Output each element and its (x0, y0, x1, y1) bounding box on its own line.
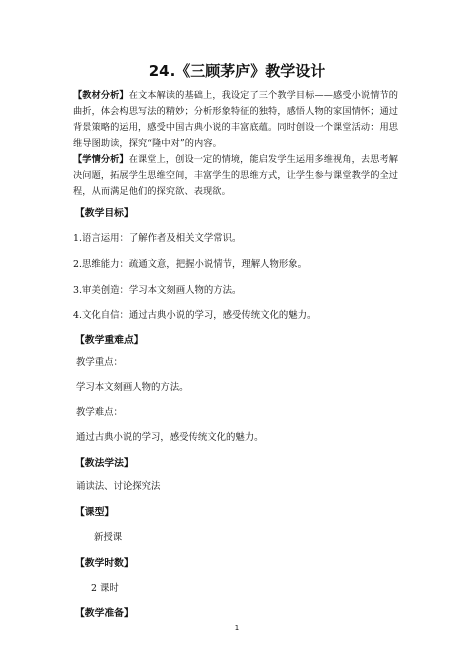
analysis-line-1 (73, 88, 408, 104)
prep-heading: 【教学准备】 (75, 608, 134, 619)
goals-heading: 【教学目标】 (75, 208, 134, 219)
learner-paragraph (73, 152, 408, 200)
goal-item-1: 1.语言运用：了解作者及相关文学常识。 (73, 233, 242, 244)
page-number: 1 (234, 624, 240, 632)
lesson-type-heading: 【课型】 (75, 507, 115, 518)
learner-line-1 (73, 152, 408, 168)
learner-line-3: 程，从而满足他们的探究欲、表现欲。 (73, 186, 231, 197)
focus-label: 教学重点： (76, 357, 123, 368)
learner-text-1: 在课堂上，创设一定的情境，能启发学生运用多维视角，去思考解 (128, 154, 399, 165)
document-title: 24.《三顾茅庐》教学设计 (148, 62, 326, 80)
learner-label: 【学情分析】 (73, 154, 129, 165)
analysis-line-2: 曲折，体会构思写法的精妙；分析形象特征的独特，感悟人物的家国情怀；通过 (73, 106, 399, 117)
methods-heading: 【教法学法】 (75, 458, 134, 469)
analysis-label: 【教材分析】 (73, 90, 129, 101)
analysis-paragraph (73, 88, 408, 152)
goal-item-3: 3.审美创造：学习本文刻画人物的方法。 (73, 285, 242, 296)
lesson-type-text: 新授课 (94, 532, 123, 543)
analysis-text-1: 在文本解读的基础上，我设定了三个教学目标——感受小说情节的 (128, 90, 399, 101)
hours-heading: 【教学时数】 (75, 558, 134, 569)
hours-text: 2 课时 (91, 583, 119, 594)
analysis-line-3: 背景策略的运用，感受中国古典小说的丰富底蕴。同时创设一个课堂活动：用思 (73, 122, 399, 133)
learner-line-2: 决问题，拓展学生思维空间，丰富学生的思维方式，让学生参与课堂教学的全过 (73, 170, 399, 181)
goal-item-4: 4.文化自信：通过古典小说的学习，感受传统文化的魅力。 (73, 310, 317, 321)
goal-item-2: 2.思维能力：疏通文意，把握小说情节，理解人物形象。 (73, 259, 307, 270)
focus-text: 学习本文刻画人物的方法。 (76, 382, 189, 393)
keypoints-heading: 【教学重难点】 (75, 335, 144, 346)
analysis-line-4: 维导图助读，探究“隆中对”的内容。 (73, 138, 222, 149)
methods-text: 诵读法、讨论探究法 (76, 481, 161, 492)
difficulty-text: 通过古典小说的学习，感受传统文化的魅力。 (76, 432, 264, 443)
difficulty-label: 教学难点： (76, 407, 123, 418)
